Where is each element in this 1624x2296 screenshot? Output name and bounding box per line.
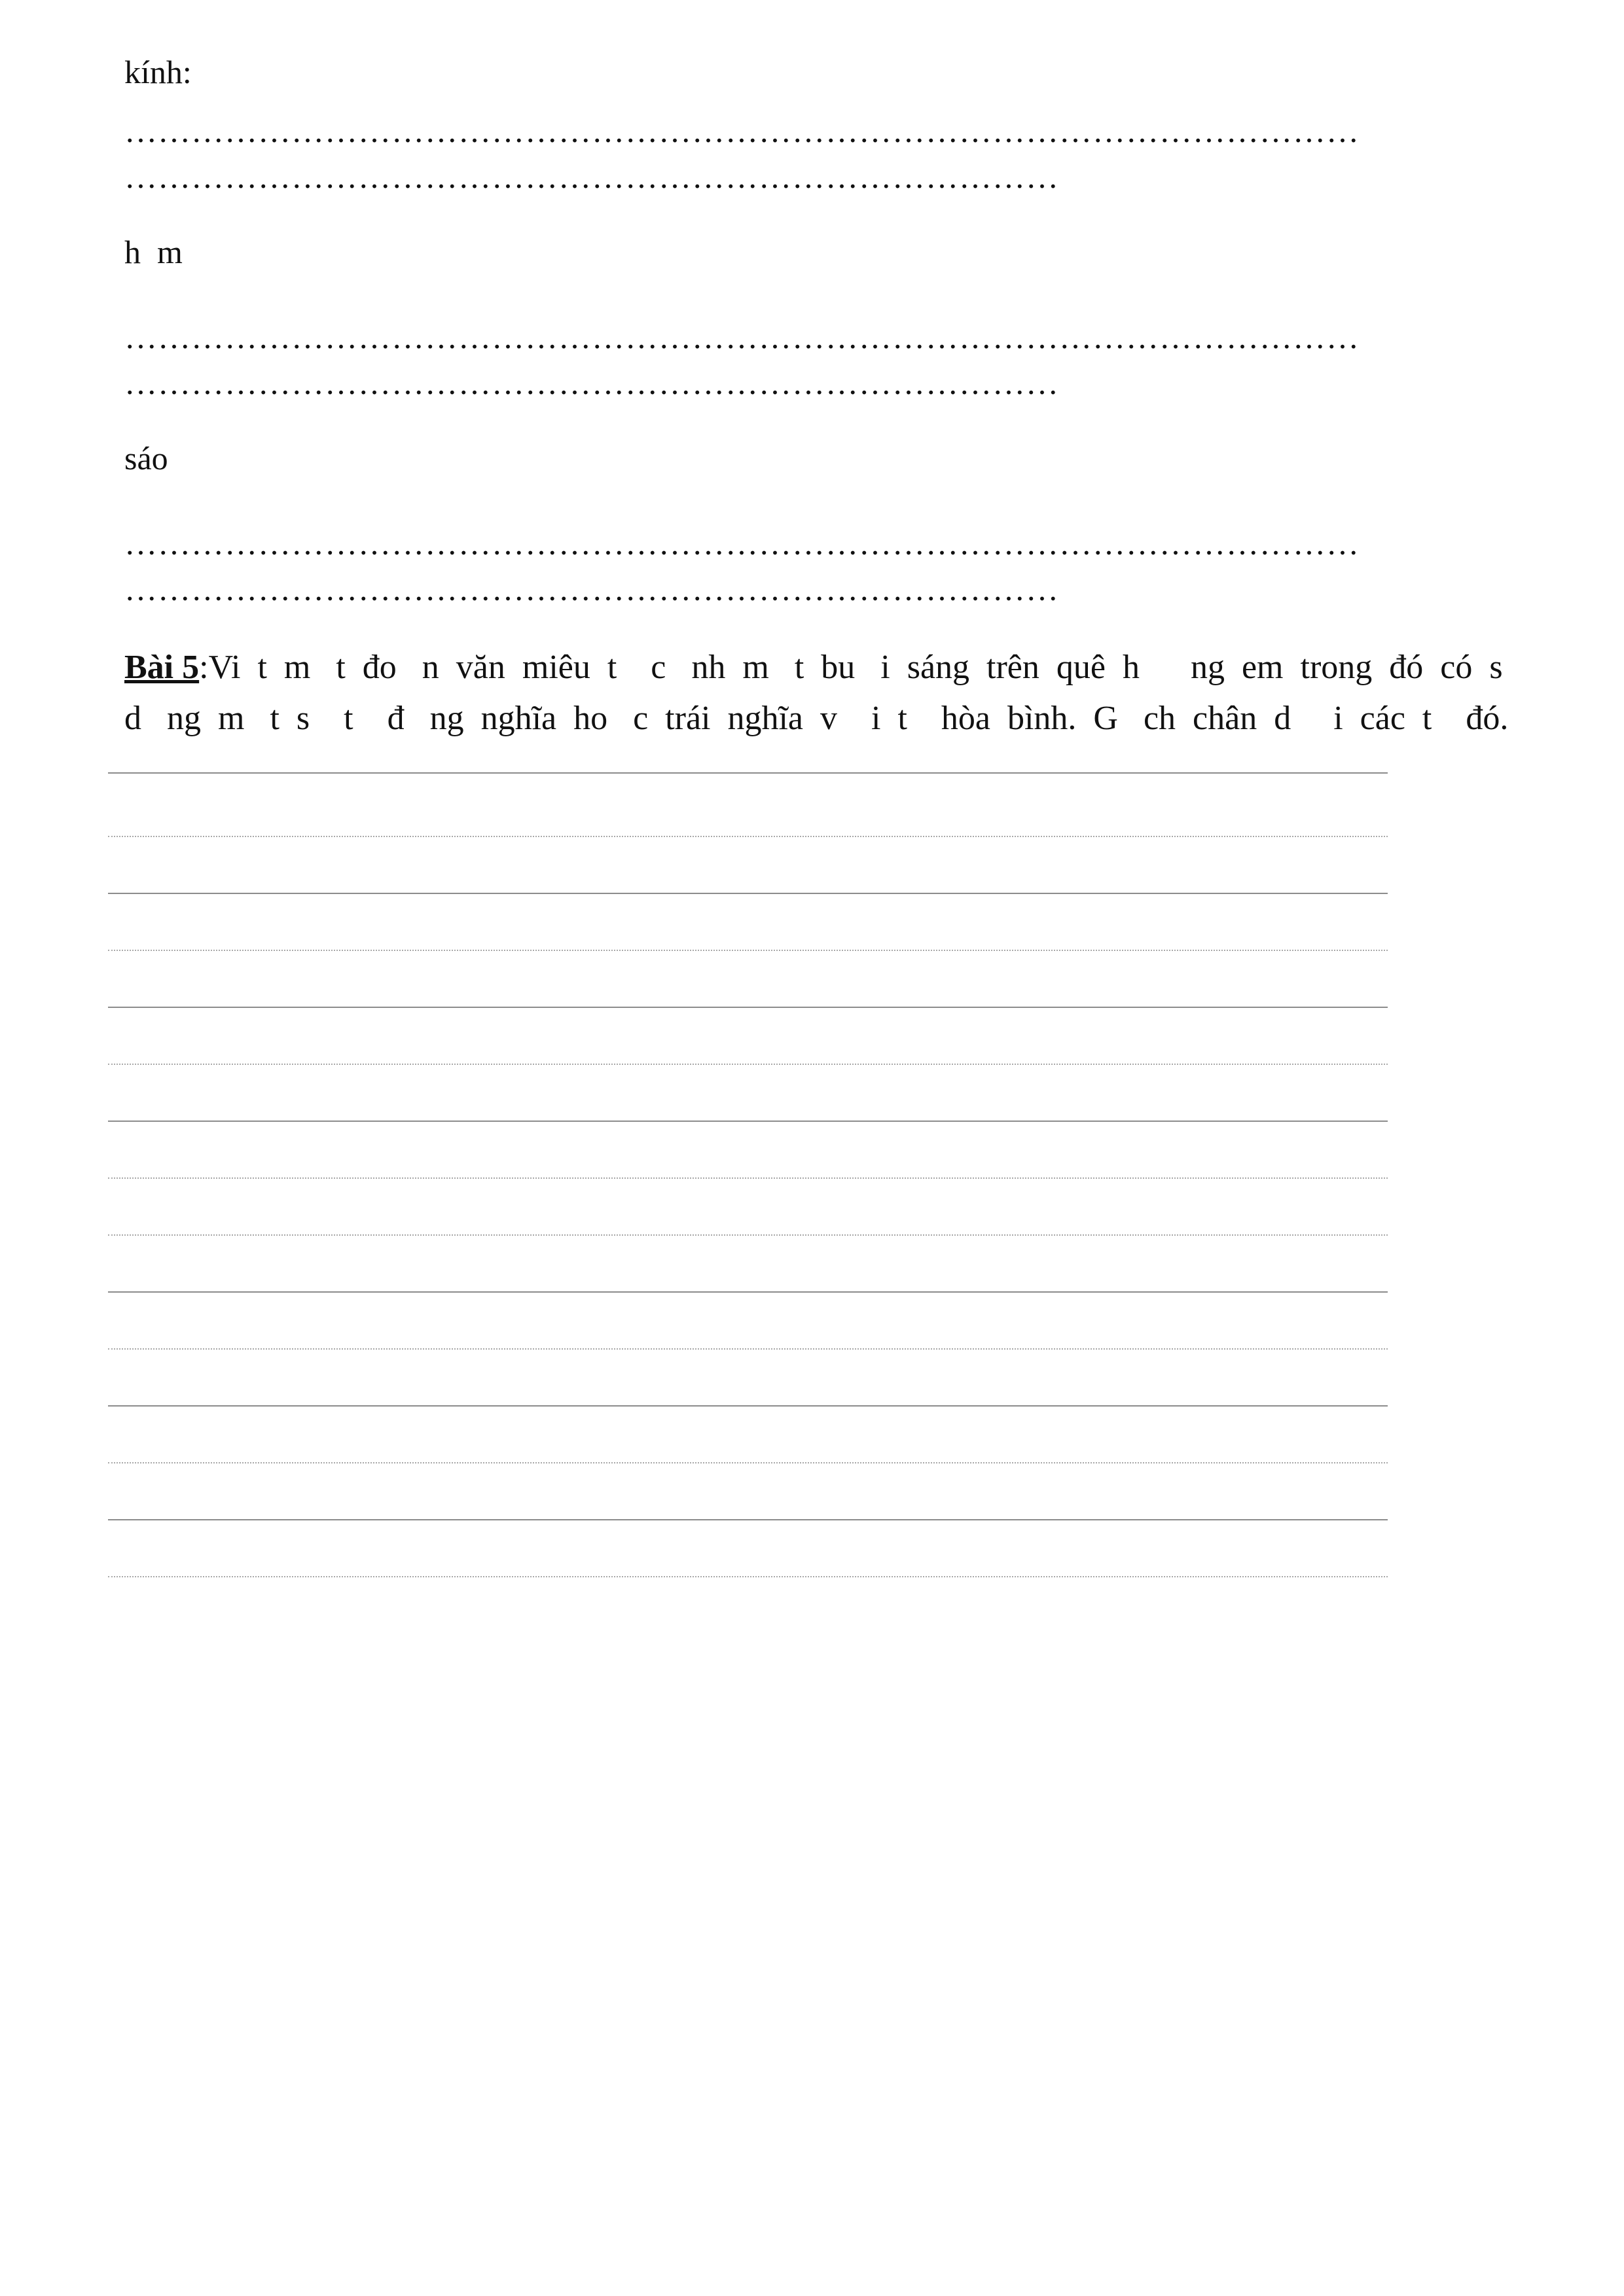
writing-line[interactable] bbox=[108, 1576, 1388, 1577]
answer-line[interactable]: ………………………………………………………………………………………………… bbox=[124, 113, 1360, 149]
answer-line[interactable]: ………………………………………………………………………… bbox=[124, 158, 1059, 195]
task-text-line1: :Vi t m t đo n văn miêu t c nh m t bu i sáng trên quê h ng em trong đó có s bbox=[199, 649, 1503, 686]
writing-line[interactable] bbox=[108, 772, 1388, 774]
writing-line[interactable] bbox=[108, 1348, 1388, 1350]
writing-line[interactable] bbox=[108, 1519, 1388, 1520]
answer-line[interactable]: ………………………………………………………………………… bbox=[124, 365, 1059, 401]
writing-line[interactable] bbox=[108, 950, 1388, 951]
writing-line[interactable] bbox=[108, 1064, 1388, 1065]
writing-line[interactable] bbox=[108, 1405, 1388, 1407]
writing-line[interactable] bbox=[108, 1007, 1388, 1008]
answer-line[interactable]: ………………………………………………………………………………………………… bbox=[124, 525, 1360, 562]
writing-line[interactable] bbox=[108, 893, 1388, 894]
word-label: h m bbox=[124, 234, 183, 270]
word-label: sáo bbox=[124, 440, 168, 476]
task-instruction-continued: d ng m t s t đ ng nghĩa ho c trái nghĩa v i t hòa bình. G ch chân d i các t đó. bbox=[124, 700, 1509, 737]
writing-line[interactable] bbox=[108, 1121, 1388, 1122]
word-label: kính: bbox=[124, 54, 192, 90]
task-instruction bbox=[124, 641, 1532, 694]
writing-line[interactable] bbox=[108, 1177, 1388, 1179]
writing-line[interactable] bbox=[108, 1291, 1388, 1293]
writing-line[interactable] bbox=[108, 836, 1388, 837]
writing-line[interactable] bbox=[108, 1234, 1388, 1236]
answer-line[interactable]: ………………………………………………………………………………………………… bbox=[124, 319, 1360, 355]
answer-line[interactable]: ………………………………………………………………………… bbox=[124, 571, 1059, 607]
writing-line[interactable] bbox=[108, 1462, 1388, 1463]
task-label: Bài 5 bbox=[124, 649, 200, 686]
